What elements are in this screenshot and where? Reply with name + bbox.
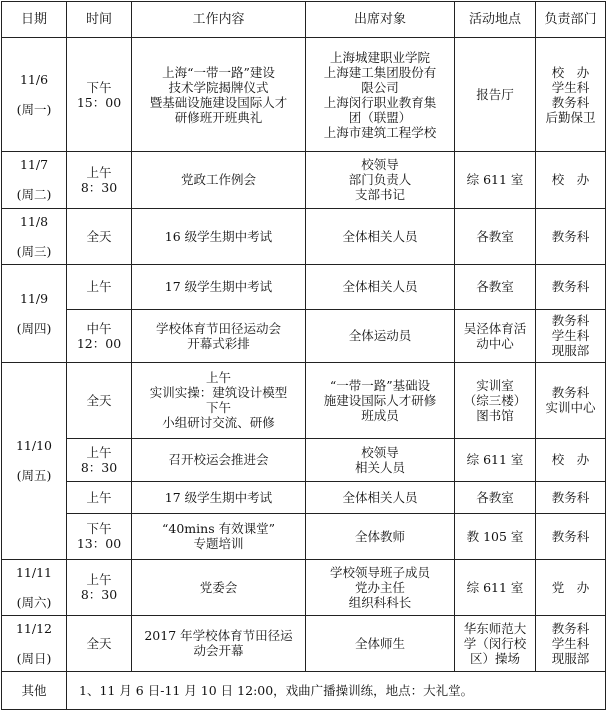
attendees-cell-line: 上海闵行职业教育集 [323, 94, 437, 110]
department-cell-line: 教务科 [551, 620, 590, 636]
time-cell [67, 38, 132, 152]
attendees-cell-line: 校领导 [361, 157, 399, 173]
time-cell [67, 265, 132, 309]
content-cell-line: 技术学院揭牌仪式 [168, 79, 269, 95]
time-cell-line: 上午 [86, 279, 112, 295]
day-date: 11/12 [15, 620, 53, 636]
department-cell-line: 现服部 [551, 650, 590, 666]
schedule-row [2, 616, 606, 671]
time-cell-line: 8：30 [80, 179, 118, 195]
attendees-cell-line: 全体运动员 [348, 328, 412, 344]
content-cell-line: 小组研讨交流、研修 [162, 415, 275, 431]
attendees-cell [306, 208, 455, 264]
department-cell-line: 学生科 [551, 328, 590, 344]
time-cell [67, 514, 132, 559]
attendees-cell-line: 相关人员 [354, 459, 405, 475]
time-cell-line: 全天 [86, 635, 112, 651]
day-cell [2, 38, 67, 152]
attendees-cell-line: “一带一路”基础设 [329, 377, 431, 393]
attendees-cell [306, 514, 455, 559]
content-cell-line: 开幕式彩排 [187, 335, 250, 351]
attendees-cell [306, 616, 455, 671]
schedule-row [2, 559, 606, 615]
attendees-cell-line: 全体相关人员 [342, 228, 418, 244]
content-cell-line: 研修班开班典礼 [174, 109, 263, 125]
header-time: 时间 [67, 2, 132, 38]
day-date: 11/10 [15, 438, 53, 454]
attendees-cell-line: 团（联盟） [348, 109, 412, 125]
day-weekday: (周二) [16, 187, 52, 203]
content-cell-line: 上海“一带一路”建设 [162, 64, 275, 80]
day-date: 11/8 [19, 213, 49, 229]
content-cell [132, 208, 306, 264]
attendees-cell-line: 限公司 [361, 79, 399, 95]
content-cell-line: 上午 [205, 370, 231, 386]
department-cell [536, 482, 606, 514]
time-cell [67, 482, 132, 514]
header-department: 负责部门 [536, 2, 606, 38]
department-cell-line: 实训中心 [545, 400, 596, 416]
time-cell-line: 上午 [86, 490, 112, 506]
department-cell-line: 校 办 [551, 64, 590, 80]
content-cell-line: 动会开幕 [193, 643, 244, 659]
attendees-cell [306, 309, 455, 362]
content-cell [132, 38, 306, 152]
time-cell [67, 208, 132, 264]
schedule-table [1, 1, 606, 710]
schedule-row [2, 514, 606, 559]
department-cell [536, 152, 606, 208]
location-cell-line: 华东师范大 [463, 620, 527, 636]
location-cell [455, 482, 536, 514]
content-cell [132, 514, 306, 559]
department-cell-line: 校 办 [551, 172, 590, 188]
time-cell [67, 559, 132, 615]
location-cell [455, 616, 536, 671]
attendees-cell-line: 部门负责人 [348, 172, 412, 188]
attendees-cell-line: 班成员 [361, 407, 399, 423]
department-cell-line: 教务科 [551, 490, 590, 506]
time-cell-line: 下午 [86, 79, 112, 95]
attendees-cell-line: 全体师生 [354, 635, 405, 651]
schedule-row [2, 309, 606, 362]
day-date: 11/6 [19, 72, 49, 88]
content-cell-line: 专题培训 [193, 536, 244, 552]
content-cell [132, 363, 306, 439]
day-cell [2, 152, 67, 208]
day-cell [2, 208, 67, 264]
department-cell-line: 学生科 [551, 635, 590, 651]
time-cell-line: 上午 [86, 572, 112, 588]
department-cell-line: 学生科 [551, 79, 590, 95]
content-cell-line: 17 级学生期中考试 [164, 279, 273, 295]
attendees-cell-line: 全体相关人员 [342, 490, 418, 506]
attendees-cell-line: 上海城建职业学院 [329, 49, 430, 65]
department-cell-line: 教务科 [551, 279, 590, 295]
time-cell [67, 438, 132, 481]
day-weekday: (周六) [16, 594, 52, 610]
time-cell-line: 8：30 [80, 459, 118, 475]
time-cell [67, 152, 132, 208]
attendees-cell [306, 265, 455, 309]
day-cell [2, 559, 67, 615]
content-cell [132, 438, 306, 481]
schedule-row [2, 208, 606, 264]
attendees-cell-line: 施建设国际人才研修 [323, 392, 437, 408]
schedule-row [2, 38, 606, 152]
content-cell [132, 482, 306, 514]
day-weekday: (周四) [16, 321, 52, 337]
attendees-cell [306, 438, 455, 481]
department-cell [536, 559, 606, 615]
department-cell-line: 教务科 [551, 385, 590, 401]
content-cell [132, 152, 306, 208]
content-cell-line: 党政工作例会 [180, 172, 256, 188]
time-cell-line: 13：00 [76, 536, 122, 552]
location-cell-line: 各教室 [476, 279, 514, 295]
time-cell-line: 15：00 [76, 94, 122, 110]
location-cell [455, 363, 536, 439]
attendees-cell-line: 组织科科长 [348, 594, 412, 610]
department-cell-line: 教务科 [551, 528, 590, 544]
location-cell-line: 区）操场 [469, 650, 520, 666]
location-cell [455, 559, 536, 615]
attendees-cell-line: 学校领导班子成员 [329, 564, 430, 580]
location-cell-line: 教 105 室 [466, 528, 524, 544]
location-cell-line: 吴泾体育活 [463, 320, 527, 336]
content-cell-line: “40mins 有效课堂” [162, 521, 275, 537]
department-cell [536, 514, 606, 559]
location-cell-line: 图书馆 [476, 407, 514, 423]
attendees-cell-line: 全体相关人员 [342, 279, 418, 295]
day-cell [2, 265, 67, 363]
department-cell-line: 教务科 [551, 313, 590, 329]
location-cell-line: 综 611 室 [466, 172, 524, 188]
department-cell-line: 教务科 [551, 94, 590, 110]
location-cell-line: 学（闵行校 [463, 635, 527, 651]
content-cell-line: 实训实操：建筑设计模型 [149, 385, 288, 401]
department-cell [536, 438, 606, 481]
day-weekday: (周五) [16, 468, 52, 484]
time-cell [67, 309, 132, 362]
location-cell-line: 实训室 [476, 377, 514, 393]
day-cell [2, 616, 67, 671]
location-cell [455, 438, 536, 481]
attendees-cell [306, 152, 455, 208]
schedule-row [2, 482, 606, 514]
time-cell-line: 全天 [86, 392, 112, 408]
location-cell [455, 38, 536, 152]
day-cell [2, 363, 67, 560]
attendees-cell-line: 全体教师 [354, 528, 405, 544]
content-cell [132, 559, 306, 615]
schedule-row [2, 438, 606, 481]
department-cell [536, 616, 606, 671]
day-date: 11/11 [15, 564, 53, 580]
time-cell-line: 12：00 [76, 335, 122, 351]
attendees-cell-line: 支部书记 [354, 187, 405, 203]
department-cell-line: 校 办 [551, 452, 590, 468]
attendees-cell-line: 上海建工集团股份有 [323, 64, 437, 80]
time-cell-line: 中午 [86, 320, 112, 336]
schedule-row [2, 152, 606, 208]
location-cell [455, 152, 536, 208]
day-date: 11/7 [19, 157, 49, 173]
content-cell-line: 暨基础设施建设国际人才 [149, 94, 288, 110]
other-text: 1、11 月 6 日-11 月 10 日 12:00，戏曲广播操训练，地点：大礼堂。 [67, 671, 606, 709]
content-cell-line: 党委会 [199, 579, 238, 595]
header-row [2, 2, 606, 38]
day-weekday: (周一) [16, 102, 52, 118]
location-cell-line: 综 611 室 [466, 579, 524, 595]
header-content: 工作内容 [132, 2, 306, 38]
day-weekday: (周日) [16, 650, 52, 666]
day-date: 11/9 [19, 291, 49, 307]
attendees-cell-line: 上海市建筑工程学校 [323, 124, 437, 140]
department-cell-line: 党 办 [551, 579, 590, 595]
department-cell-line: 后勤保卫 [545, 109, 596, 125]
day-weekday: (周三) [16, 243, 52, 259]
header-attendees: 出席对象 [306, 2, 455, 38]
location-cell-line: 报告厅 [476, 87, 514, 103]
other-label: 其他 [2, 671, 67, 709]
department-cell [536, 208, 606, 264]
department-cell [536, 309, 606, 362]
content-cell-line: 2017 年学校体育节田径运 [144, 628, 293, 644]
department-cell [536, 363, 606, 439]
location-cell-line: 动中心 [476, 335, 514, 351]
attendees-cell [306, 559, 455, 615]
attendees-cell [306, 38, 455, 152]
time-cell [67, 616, 132, 671]
time-cell-line: 全天 [86, 228, 112, 244]
other-row [2, 671, 606, 709]
time-cell-line: 下午 [86, 521, 112, 537]
attendees-cell-line: 校领导 [361, 444, 399, 460]
department-cell-line: 现服部 [551, 343, 590, 359]
schedule-row [2, 265, 606, 309]
schedule-row [2, 363, 606, 439]
department-cell-line: 教务科 [551, 228, 590, 244]
location-cell-line: 综 611 室 [466, 452, 524, 468]
time-cell-line: 8：30 [80, 587, 118, 603]
location-cell [455, 208, 536, 264]
time-cell-line: 上午 [86, 164, 112, 180]
content-cell [132, 265, 306, 309]
content-cell-line: 16 级学生期中考试 [164, 228, 273, 244]
department-cell [536, 265, 606, 309]
content-cell-line: 召开校运会推进会 [168, 452, 269, 468]
attendees-cell-line: 党办主任 [354, 579, 405, 595]
attendees-cell [306, 482, 455, 514]
content-cell-line: 17 级学生期中考试 [164, 490, 273, 506]
header-date: 日期 [2, 2, 67, 38]
department-cell [536, 38, 606, 152]
time-cell-line: 上午 [86, 444, 112, 460]
location-cell-line: 各教室 [476, 228, 514, 244]
location-cell-line: （综三楼） [463, 392, 527, 408]
location-cell-line: 各教室 [476, 490, 514, 506]
attendees-cell [306, 363, 455, 439]
content-cell [132, 616, 306, 671]
location-cell [455, 309, 536, 362]
time-cell [67, 363, 132, 439]
content-cell-line: 下午 [205, 400, 231, 416]
content-cell-line: 学校体育节田径运动会 [155, 320, 281, 336]
content-cell [132, 309, 306, 362]
location-cell [455, 265, 536, 309]
header-location: 活动地点 [455, 2, 536, 38]
location-cell [455, 514, 536, 559]
